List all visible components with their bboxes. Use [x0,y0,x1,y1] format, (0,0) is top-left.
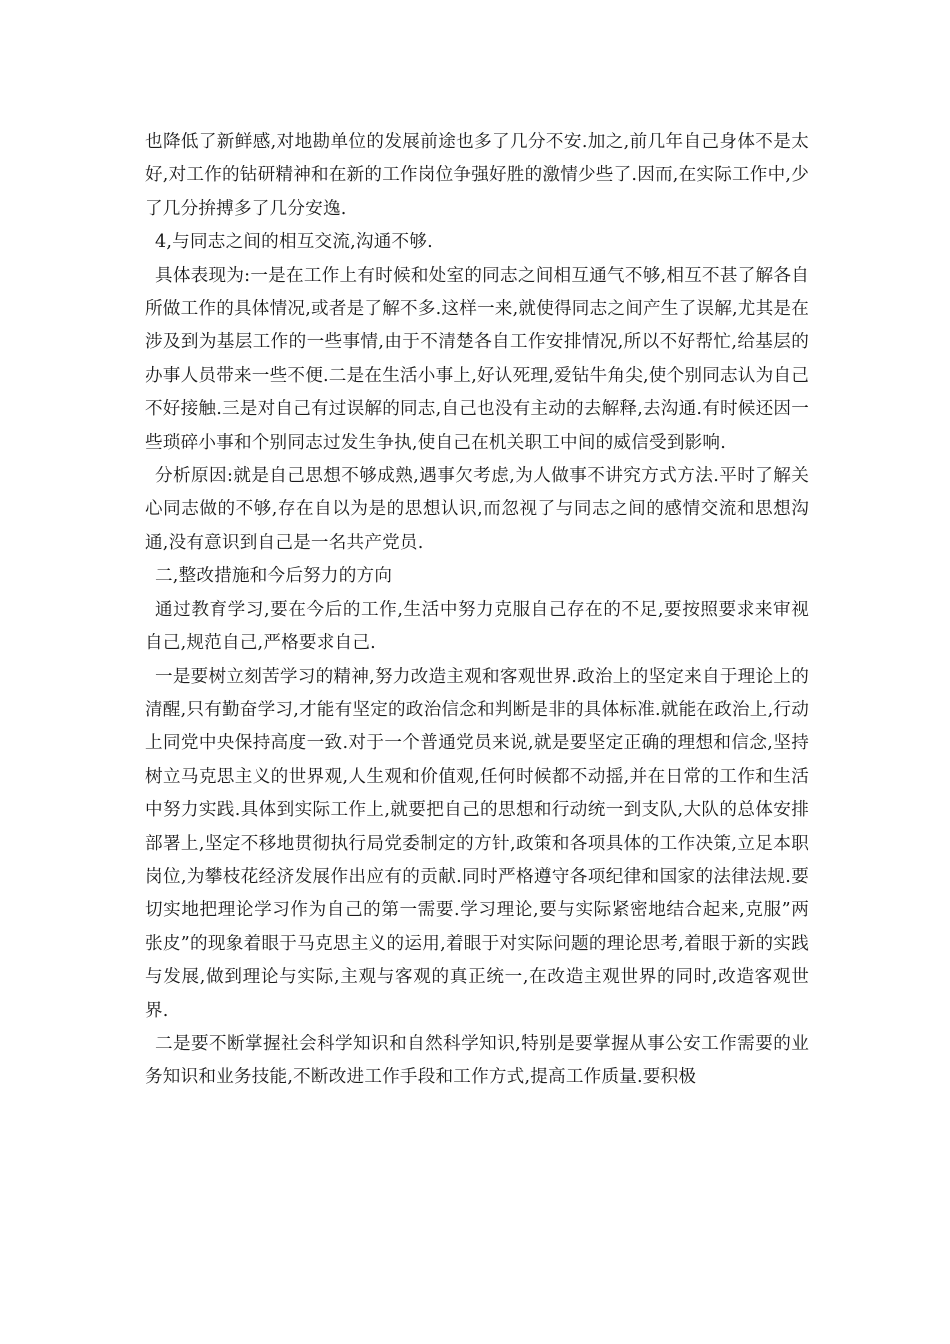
paragraph-manifestation: 具体表现为:一是在工作上有时候和处室的同志之间相互通气不够,相互不甚了解各自所做工作的具体情况,或者是了解不多.这样一来,就使得同志之间产生了误解,尤其是在涉及到为基层工作的一些事情,由于不清楚各自工作安排情况,所以不好帮忙,给基层的办事人员带来一些不便.二是在生活小事上,好认死理,爱钻牛角尖,使个别同志认为自己不好接触.三是对自己有过误解的同志,自己也没有主动的去解释,去沟通.有时候还因一些琐碎小事和个别同志过发生争执,使自己在机关职工中间的威信受到影响. [145,265,809,453]
paragraph-cause-analysis: 分析原因:就是自己思想不够成熟,遇事欠考虑,为人做事不讲究方式方法.平时了解关心同志做的不够,存在自以为是的思想认识,而忽视了与同志之间的感情交流和思想沟通,没有意识到自己是一名共产党员. [145,466,809,553]
document-body [145,126,809,1095]
paragraph-measure-two: 二是要不断掌握社会科学知识和自然科学知识,特别是要掌握从事公安工作需要的业务知识和业务技能,不断改进工作手段和工作方式,提高工作质量.要积极 [145,1033,809,1088]
paragraph-measure-one: 一是要树立刻苦学习的精神,努力改造主观和客观世界.政治上的坚定来自于理论上的清醒,只有勤奋学习,才能有坚定的政治信念和判断是非的具体标准.就能在政治上,行动上同党中央保持高度一致.对于一个普通党员来说,就是要坚定正确的理想和信念,坚持树立马克思主义的世界观,人生观和价值观,任何时候都不动摇,并在日常的工作和生活中努力实践.具体到实际工作上,就要把自己的思想和行动统一到支队,大队的总体安排部署上,坚定不移地贯彻执行局党委制定的方针,政策和各项具体的工作决策,立足本职岗位,为攀枝花经济发展作出应有的贡献.同时严格遵守各项纪律和国家的法律法规.要切实地把理论学习作为自己的第一需要.学习理论,要与实际紧密地结合起来,克服”两张皮”的现象着眼于马克思主义的运用,着眼于对实际问题的理论思考,着眼于新的实践与发展,做到理论与实际,主观与客观的真正统一,在改造主观世界的同时,改造客观世界. [145,666,809,1021]
paragraph-continuation: 也降低了新鲜感,对地勘单位的发展前途也多了几分不安.加之,前几年自己身体不是太好,对工作的钻研精神和在新的工作岗位争强好胜的激情少些了.因而,在实际工作中,少了几分拚搏多了几分安逸. [145,132,809,219]
paragraph-intro-measures: 通过教育学习,要在今后的工作,生活中努力克服自己存在的不足,要按照要求来审视自己,规范自己,严格要求自己. [145,599,809,654]
section-heading-rectification: 二,整改措施和今后努力的方向 [155,566,393,587]
heading-item-4: 4,与同志之间的相互交流,沟通不够. [155,232,433,253]
